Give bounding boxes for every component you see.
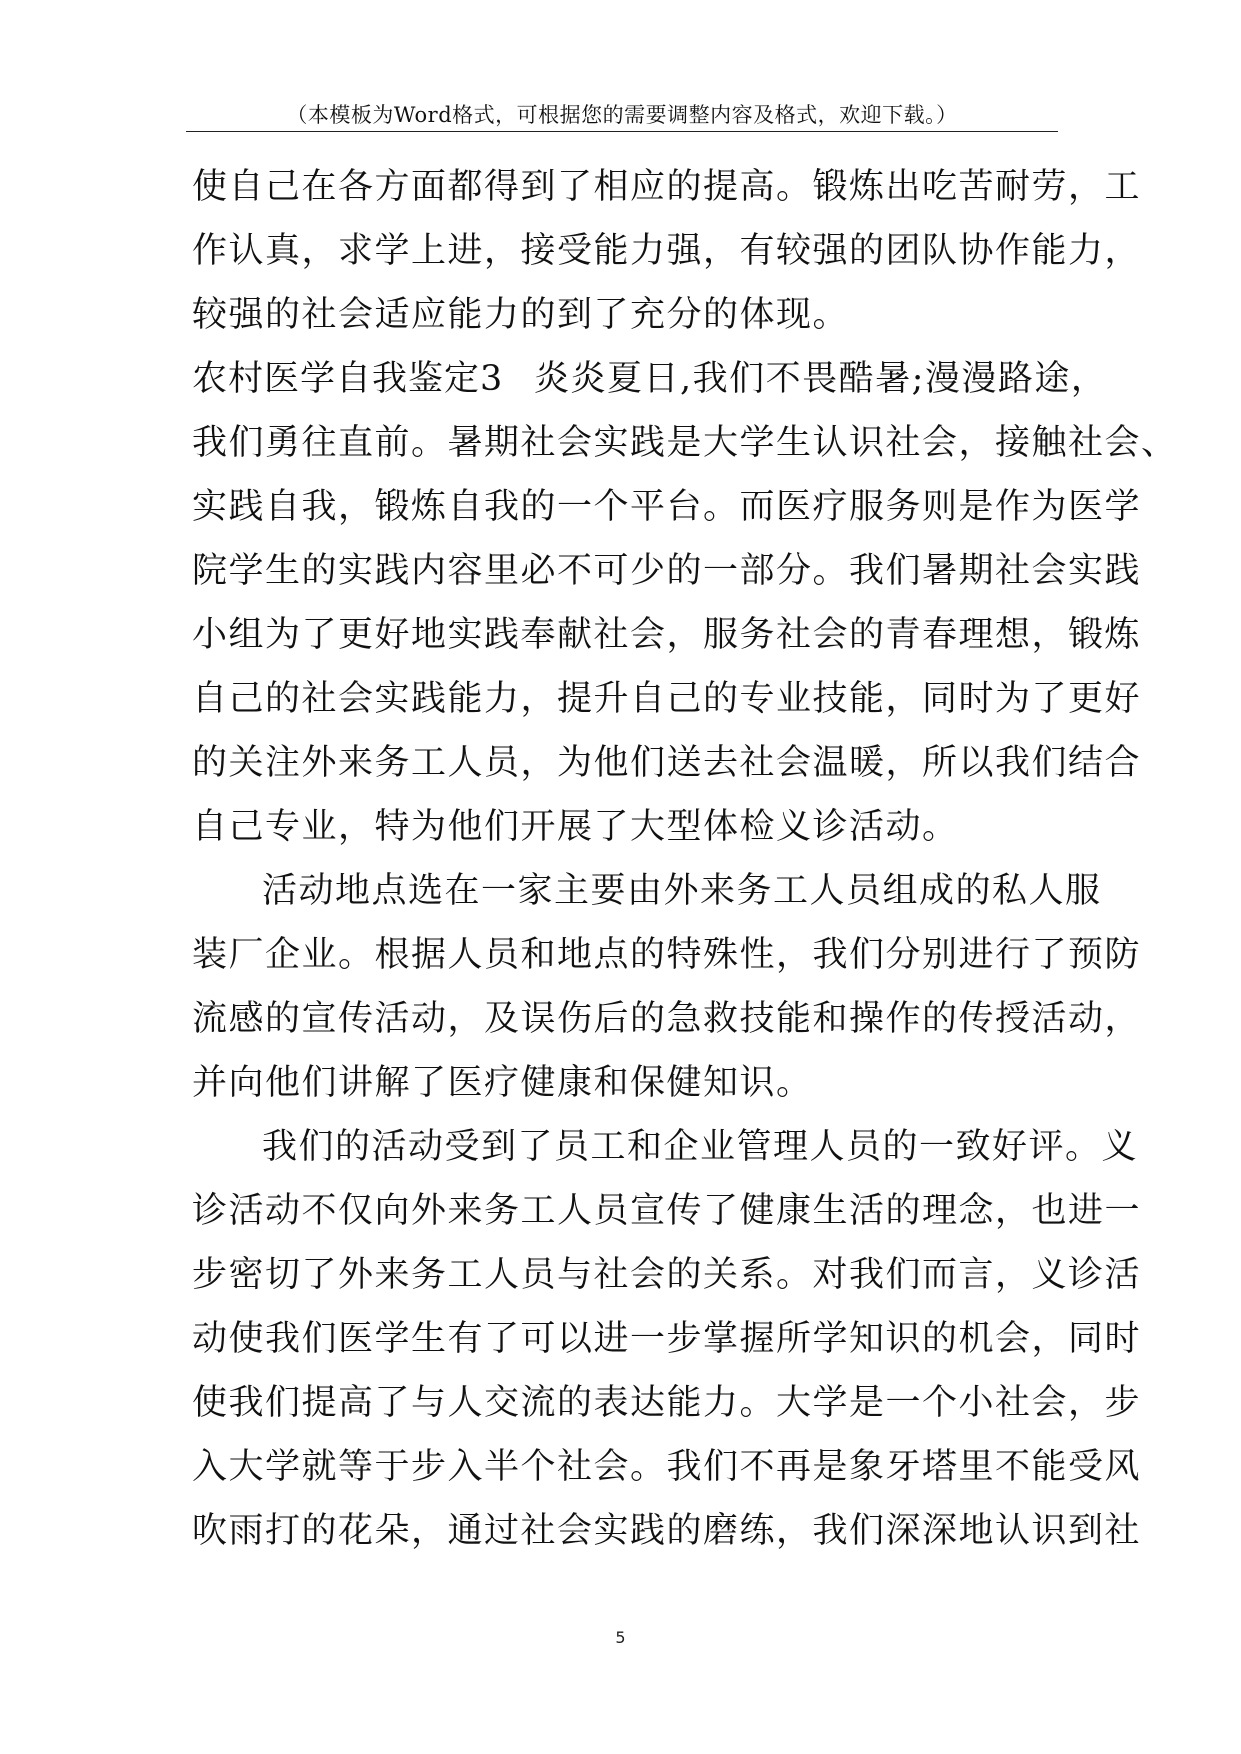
text-line: 自己的社会实践能力，提升自己的专业技能，同时为了更好 — [192, 679, 1142, 719]
section-title: 农村医学自我鉴定3 — [192, 359, 504, 399]
text-line: 较强的社会适应能力的到了充分的体现。 — [192, 295, 850, 335]
paragraph-first-line: 我们的活动受到了员工和企业管理人员的一致好评。义 — [262, 1127, 1139, 1167]
text-line: 的关注外来务工人员，为他们送去社会温暖，所以我们结合 — [192, 743, 1142, 783]
text-line: 我们勇往直前。暑期社会实践是大学生认识社会，接触社会、 — [192, 423, 1178, 463]
text-line: 流感的宣传活动，及误伤后的急救技能和操作的传授活动， — [192, 999, 1142, 1039]
text-line: 入大学就等于步入半个社会。我们不再是象牙塔里不能受风 — [192, 1447, 1142, 1487]
text-line: 动使我们医学生有了可以进一步掌握所学知识的机会，同时 — [192, 1319, 1142, 1359]
text-line: 作认真，求学上进，接受能力强，有较强的团队协作能力， — [192, 231, 1142, 271]
section-first-line: 炎炎夏日,我们不畏酷暑;漫漫路途， — [534, 359, 1108, 399]
text-line: 诊活动不仅向外来务工人员宣传了健康生活的理念，也进一 — [192, 1191, 1142, 1231]
text-line: 院学生的实践内容里必不可少的一部分。我们暑期社会实践 — [192, 551, 1142, 591]
text-line: 使自己在各方面都得到了相应的提高。锻炼出吃苦耐劳，工 — [192, 167, 1142, 207]
text-line: 小组为了更好地实践奉献社会，服务社会的青春理想，锻炼 — [192, 615, 1142, 655]
header-divider — [186, 131, 1058, 132]
paragraph-first-line: 活动地点选在一家主要由外来务工人员组成的私人服 — [262, 871, 1102, 911]
text-line: 实践自我，锻炼自我的一个平台。而医疗服务则是作为医学 — [192, 487, 1142, 527]
text-line: 并向他们讲解了医疗健康和保健知识。 — [192, 1063, 813, 1103]
text-line: 装厂企业。根据人员和地点的特殊性，我们分别进行了预防 — [192, 935, 1142, 975]
text-line: 步密切了外来务工人员与社会的关系。对我们而言，义诊活 — [192, 1255, 1142, 1295]
document-body — [192, 155, 1178, 1563]
template-note: （本模板为Word格式，可根据您的需要调整内容及格式，欢迎下载。） — [286, 103, 958, 127]
text-line: 吹雨打的花朵，通过社会实践的磨练，我们深深地认识到社 — [192, 1511, 1142, 1551]
text-line: 自己专业，特为他们开展了大型体检义诊活动。 — [192, 807, 959, 847]
page-number: 5 — [615, 1628, 626, 1647]
section-heading-line — [192, 347, 1108, 411]
text-line: 使我们提高了与人交流的表达能力。大学是一个小社会，步 — [192, 1383, 1142, 1423]
